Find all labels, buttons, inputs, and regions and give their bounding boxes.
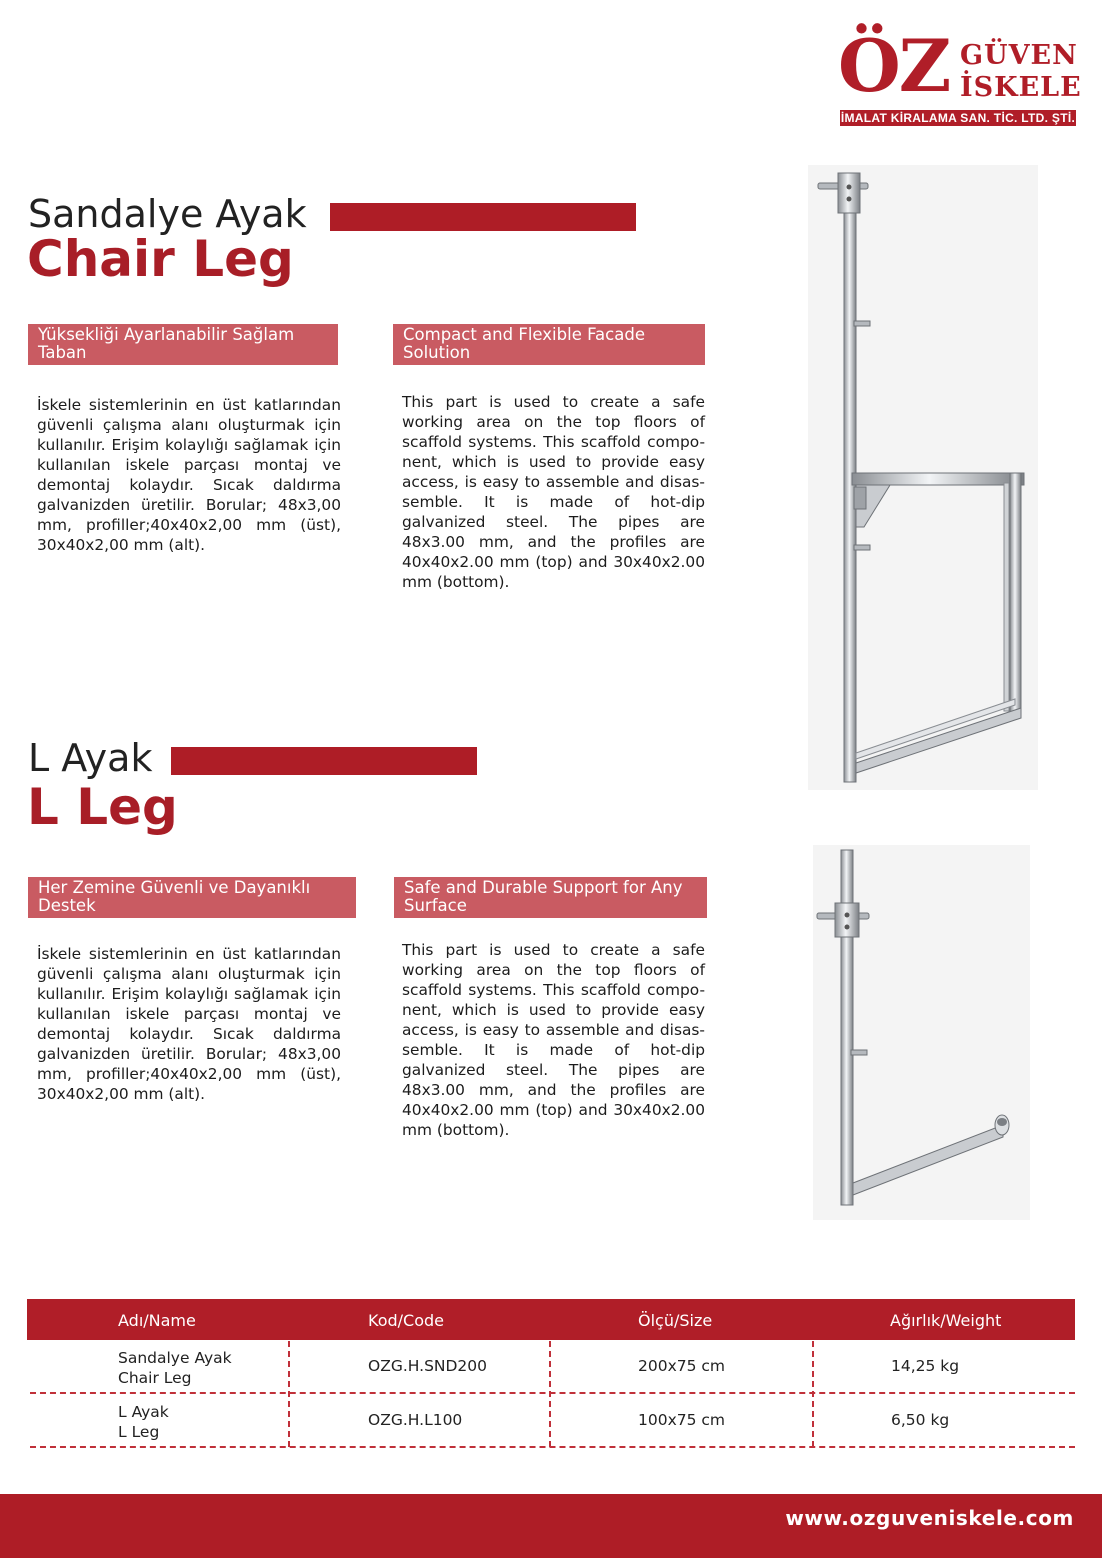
table-row2-name-tr: L Ayak: [118, 1403, 169, 1421]
section2-text-tr: İskele sistemlerinin en üst katlarından güvenli çalışma alanı oluşturmak için kullanılır. Erişim kolaylığı sağlamak için kullanılan iskele parçası montaj ve demontaj kolaydır. Sıcak daldırma galvanizden üretilir. Borular; 48x3,00 mm, profiller;40x40x2,00 mm (üst), 30x40x2,00 mm (alt).: [37, 945, 341, 1103]
section2-label-tr: Her Zemine Güvenli ve Dayanıklı Destek: [28, 877, 356, 918]
table-row-divider: [30, 1446, 1075, 1448]
section1-title-bar: [330, 203, 636, 231]
table-row1-name-en: Chair Leg: [118, 1369, 192, 1387]
table-header-size: Ölçü/Size: [638, 1311, 713, 1330]
section2-label-en: Safe and Durable Support for Any Surface: [394, 877, 707, 918]
section1-label-en: Compact and Flexible Facade Solution: [393, 324, 705, 365]
table-row2-code: OZG.H.L100: [368, 1411, 463, 1429]
section2-title-bar: [171, 747, 477, 775]
table-row-divider: [30, 1392, 1075, 1394]
table-row1-weight: 14,25 kg: [891, 1357, 960, 1375]
section1-title-en: Chair Leg: [27, 230, 294, 288]
table-header-weight: Ağırlık/Weight: [890, 1311, 1002, 1330]
section1-text-en: This part is used to create a safe working area on the top floors of scaffold systems. This scaffold compo-nent, which is used to provide easy access, is easy to assemble and disas-semble. It is made of hot-dip galvanized steel. The pipes are 48x3.00 mm, and the profiles are 40x40x2.00 mm (top) and 30x40x2.00 mm (bottom).: [402, 393, 705, 591]
chair-leg-scaffold-image: [808, 165, 1038, 790]
table-divider: [549, 1341, 551, 1447]
section1-label-tr: Yüksekliği Ayarlanabilir Sağlam Taban: [28, 324, 338, 365]
section2-text-en: This part is used to create a safe working area on the top floors of scaffold systems. This scaffold compo-nent, which is used to provide easy access, is easy to assemble and disas-semble. It is made of hot-dip galvanized steel. The pipes are 48x3.00 mm, and the profiles are 40x40x2.00 mm (top) and 30x40x2.00 mm (bottom).: [402, 941, 705, 1139]
section2-title-tr: L Ayak: [28, 736, 153, 780]
section1-title-tr: Sandalye Ayak: [28, 192, 307, 236]
table-row2-name-en: L Leg: [118, 1423, 160, 1441]
logo-iskele: İSKELE: [960, 72, 1082, 103]
table-row1-name-tr: Sandalye Ayak: [118, 1349, 232, 1367]
logo-oz: ÖZ: [838, 23, 950, 108]
table-divider: [288, 1341, 290, 1447]
logo-company-band: İMALAT KİRALAMA SAN. TİC. LTD. ŞTİ.: [840, 111, 1076, 125]
table-divider: [812, 1341, 814, 1447]
section2-title-en: L Leg: [27, 778, 178, 836]
table-row1-code: OZG.H.SND200: [368, 1357, 488, 1375]
table-row2-size: 100x75 cm: [638, 1411, 726, 1429]
logo-guven: GÜVEN: [960, 40, 1078, 71]
table-row1-size: 200x75 cm: [638, 1357, 726, 1375]
table-header-code: Kod/Code: [368, 1311, 444, 1330]
footer-website-link[interactable]: www.ozguveniskele.com: [785, 1506, 1074, 1530]
l-leg-scaffold-image: [813, 845, 1030, 1220]
table-row2-weight: 6,50 kg: [891, 1411, 950, 1429]
table-header-name: Adı/Name: [118, 1311, 196, 1330]
section1-text-tr: İskele sistemlerinin en üst katlarından güvenli çalışma alanı oluşturmak için kullanılır. Erişim kolaylığı sağlamak için kullanılan iskele parçası montaj ve demontaj kolaydır. Sıcak daldırma galvanizden üretilir. Borular; 48x3,00 mm, profiller;40x40x2,00 mm (üst), 30x40x2,00 mm (alt).: [37, 396, 341, 554]
